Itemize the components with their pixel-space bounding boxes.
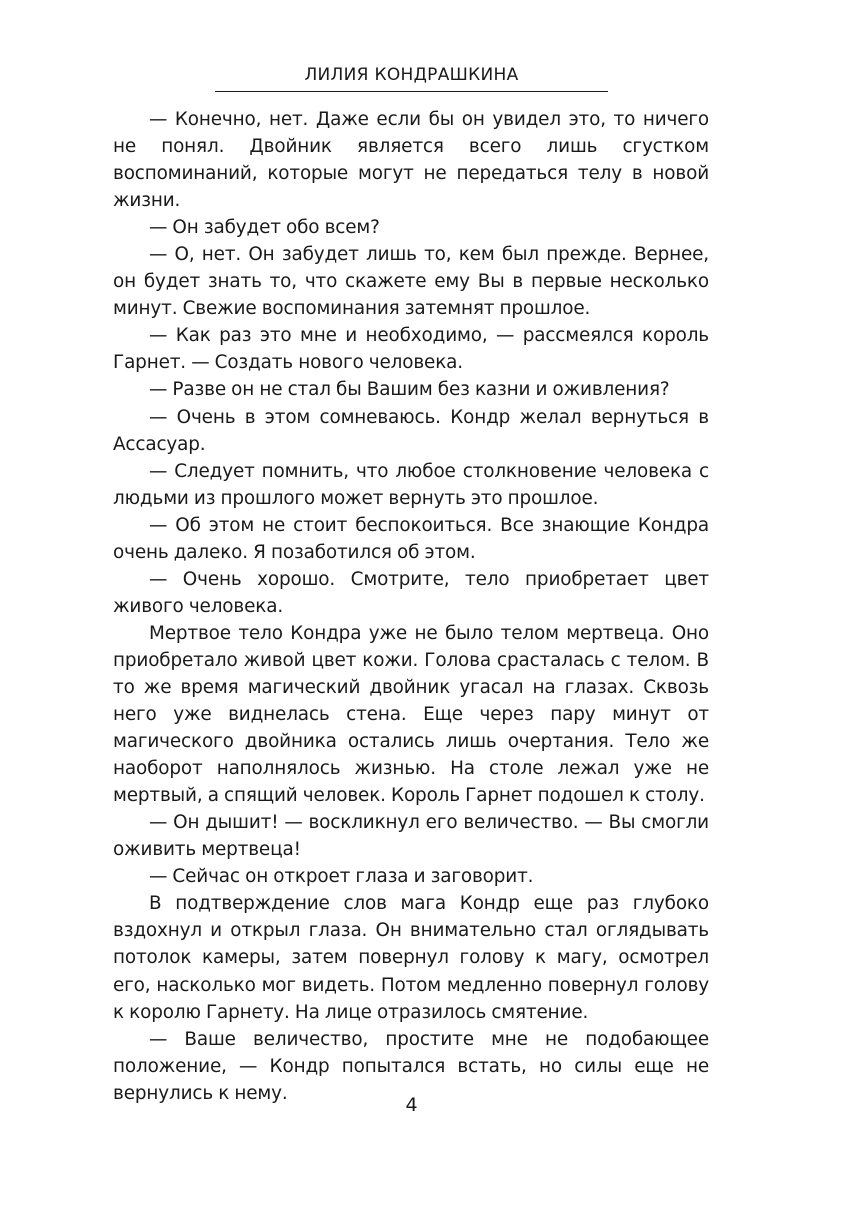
paragraph: — Конечно, нет. Даже если бы он увидел это, то ничего не понял. Двойник является всего лишь сгустком воспоминаний, которые могут не передаться телу в новой жизни. (113, 109, 709, 212)
paragraph: — Как раз это мне и необходимо, — рассмеялся король Гарнет. — Создать нового человека. (113, 325, 709, 374)
header-rule (215, 91, 608, 92)
paragraph: — Об этом не стоит беспокоиться. Все знающие Кондра очень далеко. Я позаботился об этом. (113, 514, 709, 563)
paragraph: — О, нет. Он забудет лишь то, кем был прежде. Вернее, он будет знать то, что скажете ему Вы в первые несколько минут. Свежие воспоминания затемнят прошлое. (113, 244, 709, 320)
paragraph: — Очень хорошо. Смотрите, тело приобретает цвет живого человека. (113, 568, 709, 617)
paragraph: — Разве он не стал бы Вашим без казни и оживления? (149, 379, 670, 401)
paragraph: Мертвое тело Кондра уже не было телом мертвеца. Оно приобретало живой цвет кожи. Голова срасталась с телом. В то же время магический двойник угасал на глазах. Сквозь него уже виднелась стена. Еще через пару минут от магического двойника остались лишь очертания. Тело же наоборот наполнялось жизнью. На столе лежал уже не мертвый, а спящий человек. Король Гарнет подошел к столу. (113, 622, 709, 807)
paragraph: — Он дышит! — воскликнул его величество. — Вы смогли оживить мертвеца! (113, 812, 709, 861)
paragraph: — Следует помнить, что любое столкновение человека с людьми из прошлого может вернуть это прошлое. (113, 460, 709, 509)
paragraph: — Очень в этом сомневаюсь. Кондр желал вернуться в Ассасуар. (113, 406, 709, 455)
page-number: 4 (405, 1094, 418, 1116)
paragraph: — Сейчас он откроет глаза и заговорит. (149, 866, 534, 888)
running-head: ЛИЛИЯ КОНДРАШКИНА (304, 65, 519, 85)
paragraph: — Ваше величество, простите мне не подобающее положение, — Кондр попытался встать, но силы еще не вернулись к нему. (113, 1028, 709, 1104)
paragraph: — Он забудет обо всем? (149, 217, 380, 239)
body-text (113, 106, 709, 1107)
paragraph: В подтверждение слов мага Кондр еще раз глубоко вздохнул и открыл глаза. Он внимательно стал оглядывать потолок камеры, затем повернул голову к магу, осмотрел его, насколько мог видеть. Потом медленно повернул голову к королю Гарнету. На лице отразилось смятение. (113, 893, 709, 1023)
